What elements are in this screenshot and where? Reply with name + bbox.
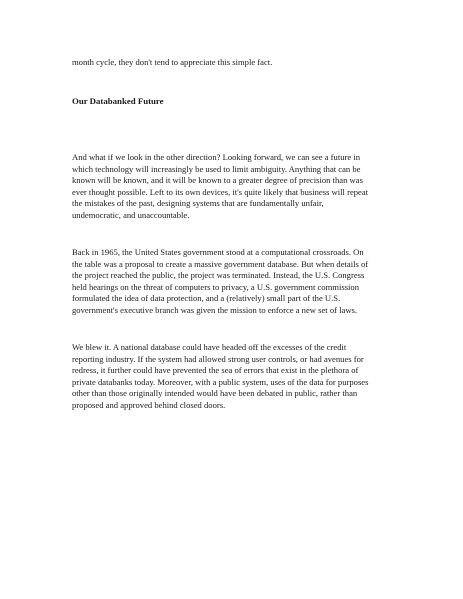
paragraph-line: formulated the idea of data protection, and a (relatively) small part of the U.S. — [72, 293, 341, 304]
paragraph-line: held hearings on the threat of computers to privacy, a U.S. government commission — [72, 281, 360, 292]
continuation-paragraph — [72, 57, 402, 69]
paragraph-line: reporting industry. If the system had allowed strong user controls, or had avenues for — [72, 353, 364, 364]
paragraph-line: proposed and approved behind closed doors. — [72, 399, 226, 410]
paragraph-line: undemocratic, and unaccountable. — [72, 209, 190, 220]
paragraph-line: Back in 1965, the United States government stood at a computational crossroads. On — [72, 247, 364, 257]
paragraph-1965 — [72, 247, 402, 317]
paragraph-line: month cycle, they don't tend to appreciate this simple fact. — [72, 57, 273, 67]
paragraph-line: the mistakes of the past, designing systems that are fundamentally unfair, — [72, 198, 324, 209]
paragraph-line: which technology will increasingly be used to limit ambiguity. Anything that can be — [72, 163, 361, 174]
section-heading: Our Databanked Future — [72, 96, 164, 106]
paragraph-line: redress, it further could have prevented the sea of errors that exist in the plethora of — [72, 365, 359, 376]
paragraph-future — [72, 152, 402, 222]
paragraph-we-blew-it — [72, 342, 402, 412]
paragraph-line: the project reached the public, the project was terminated. Instead, the U.S. Congress — [72, 270, 365, 281]
paragraph-line: And what if we look in the other direction? Looking forward, we can see a future in — [72, 152, 361, 162]
paragraph-line: government's executive branch was given the mission to enforce a new set of laws. — [72, 304, 358, 315]
paragraph-line: We blew it. A national database could have headed off the excesses of the credit — [72, 342, 347, 352]
paragraph-line: the table was a proposal to create a massive government database. But when details of — [72, 258, 369, 269]
paragraph-line: private databanks today. Moreover, with a public system, uses of the data for purposes — [72, 376, 369, 387]
paragraph-line: known will be known, and it will be known to a greater degree of precision than was — [72, 175, 363, 186]
paragraph-line: ever thought possible. Left to its own devices, it's quite likely that business will repeat — [72, 186, 369, 197]
paragraph-line: other than those originally intended would have been debated in public, rather than — [72, 388, 358, 399]
